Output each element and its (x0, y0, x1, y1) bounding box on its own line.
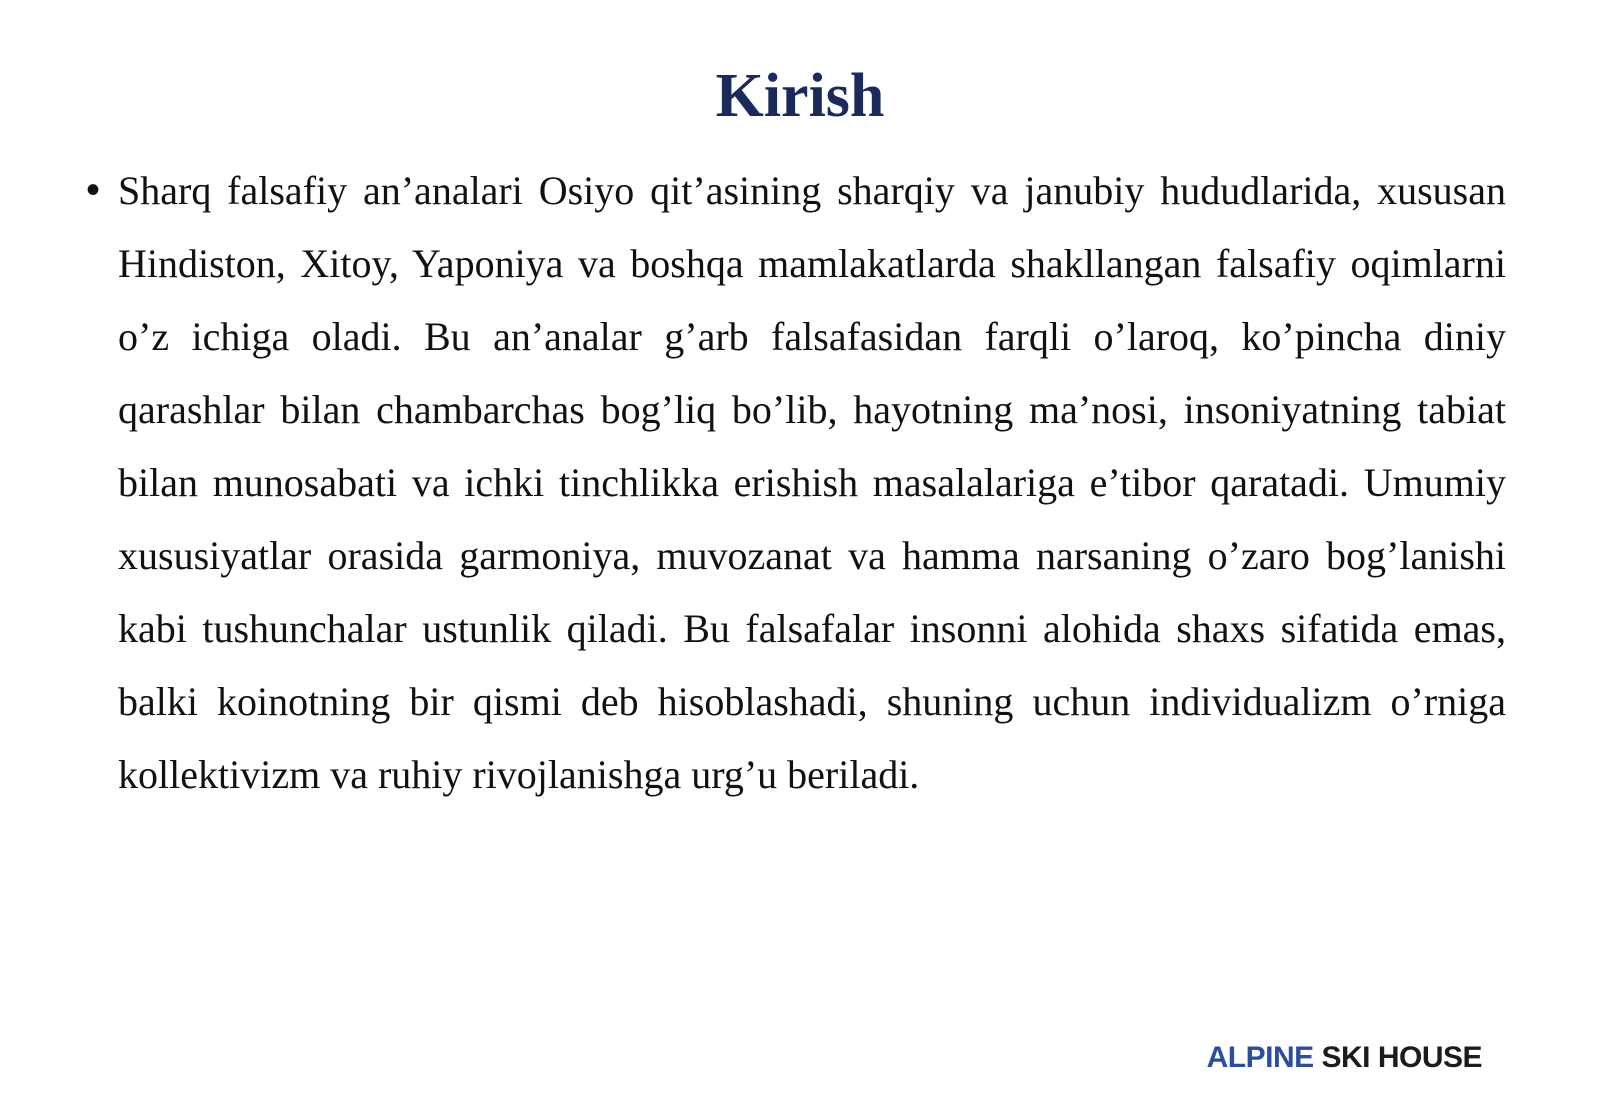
bullet-list (86, 154, 1506, 811)
bullet-icon: • (86, 168, 101, 212)
bullet-text: Sharq falsafiy an’analari Osiyo qit’asining sharqiy va janubiy hududlarida, xususan Hindiston, Xitoy, Yaponiya va boshqa mamlakatlarda shakllangan falsafiy oqimlarni o’z ichiga oladi. Bu an’analar g’arb falsafasidan farqli o’laroq, ko’pincha diniy qarashlar bilan chambarchas bog’liq bo’lib, hayotning ma’nosi, insoniyatning tabiat bilan munosabati va ichki tinchlikka erishish masalalariga e’tibor qaratadi. Umumiy xususiyatlar orasida garmoniya, muvozanat va hamma narsaning o’zaro bog’lanishi kabi tushunchalar ustunlik qiladi. Bu falsafalar insonni alohida shaxs sifatida emas, balki koinotning bir qismi deb hisoblashadi, shuning uchun individualizm o’rniga kollektivizm va ruhiy rivojlanishga urg’u beriladi. (118, 168, 1506, 797)
brand-word-alpine: ALPINE (1206, 1041, 1314, 1074)
brand-word-ski-house: SKI HOUSE (1321, 1041, 1482, 1074)
bullet-item (86, 154, 1506, 811)
brand-logo (1207, 1040, 1482, 1076)
slide-title: Kirish (715, 62, 885, 130)
